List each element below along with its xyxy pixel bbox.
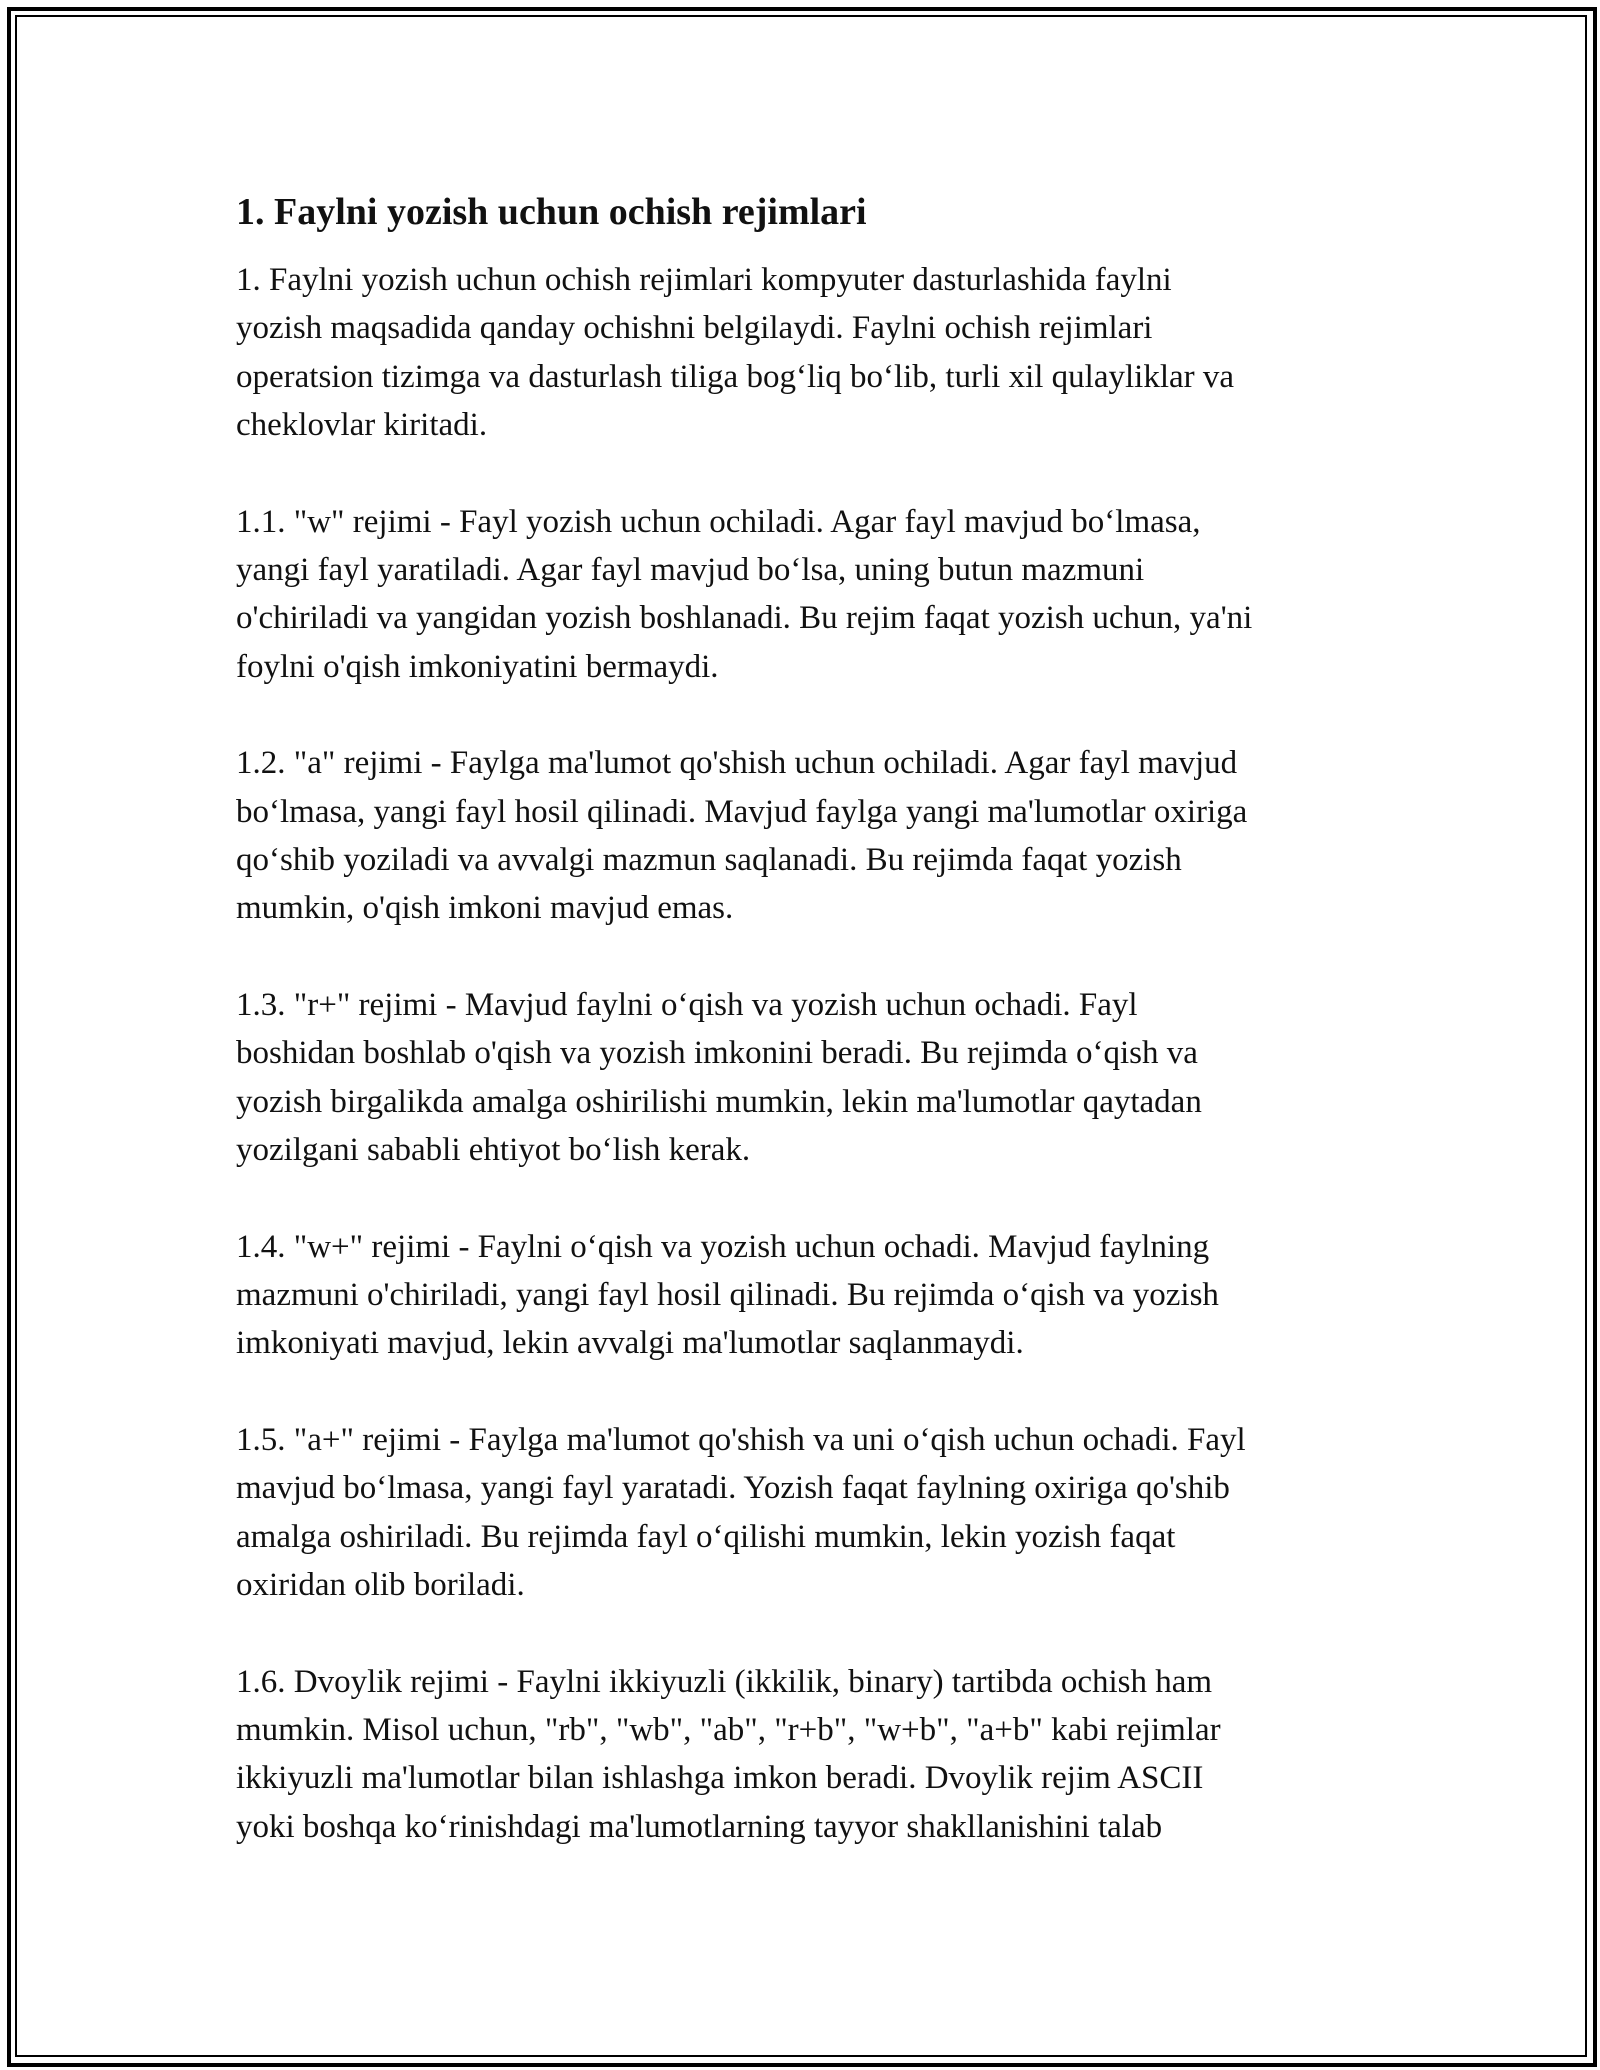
text-line: 1.1. "w" rejimi - Fayl yozish uchun ochiladi. Agar fayl mavjud bo‘lmasa, — [236, 503, 1201, 540]
text-line: foylni o'qish imkoniyatini bermaydi. — [236, 648, 719, 685]
text-line: amalga oshiriladi. Bu rejimda fayl o‘qilishi mumkin, lekin yozish faqat — [236, 1518, 1176, 1555]
text-line: yoki boshqa ko‘rinishdagi ma'lumotlarning tayyor shakllanishini talab — [236, 1808, 1163, 1845]
text-line: oxiridan olib boriladi. — [236, 1567, 525, 1604]
text-line: imkoniyati mavjud, lekin avvalgi ma'lumotlar saqlanmaydi. — [236, 1325, 1024, 1362]
paragraph-w-plus-mode — [236, 1223, 1386, 1368]
paragraph-r-plus-mode — [236, 981, 1386, 1174]
text-line: qo‘shib yoziladi va avvalgi mazmun saqlanadi. Bu rejimda faqat yozish — [236, 841, 1182, 878]
text-line: mazmuni o'chiriladi, yangi fayl hosil qilinadi. Bu rejimda o‘qish va yozish — [236, 1277, 1219, 1314]
text-line: yozilgani sababli ehtiyot bo‘lish kerak. — [236, 1131, 751, 1168]
text-line: 1.5. "a+" rejimi - Faylga ma'lumot qo'shish va uni o‘qish uchun ochadi. Fayl — [236, 1422, 1246, 1459]
text-line: 1.6. Dvoylik rejimi - Faylni ikkiyuzli (ikkilik, binary) tartibda ochish ham — [236, 1663, 1213, 1700]
text-line: ikkiyuzli ma'lumotlar bilan ishlashga imkon beradi. Dvoylik rejim ASCII — [236, 1760, 1204, 1797]
text-line: yozish birgalikda amalga oshirilishi mumkin, lekin ma'lumotlar qaytadan — [236, 1083, 1202, 1120]
text-line: mumkin. Misol uchun, "rb", "wb", "ab", "r+b", "w+b", "a+b" kabi rejimlar — [236, 1712, 1221, 1749]
text-line: o'chiriladi va yangidan yozish boshlanadi. Bu rejim faqat yozish uchun, ya'ni — [236, 600, 1253, 637]
text-line: 1.3. "r+" rejimi - Mavjud faylni o‘qish va yozish uchun ochadi. Fayl — [236, 987, 1138, 1024]
document-body — [236, 186, 1386, 1900]
text-line: mumkin, o'qish imkoni mavjud emas. — [236, 890, 734, 927]
section-heading: 1. Faylni yozish uchun ochish rejimlari — [236, 191, 867, 233]
text-line: 1.2. "a" rejimi - Faylga ma'lumot qo'shish uchun ochiladi. Agar fayl mavjud — [236, 745, 1238, 782]
text-line: cheklovlar kiritadi. — [236, 406, 488, 443]
text-line: yozish maqsadida qanday ochishni belgilaydi. Faylni ochish rejimlari — [236, 310, 1153, 347]
paragraph-w-mode — [236, 498, 1386, 691]
text-line: yangi fayl yaratiladi. Agar fayl mavjud bo‘lsa, uning butun mazmuni — [236, 551, 1145, 588]
text-line: 1.4. "w+" rejimi - Faylni o‘qish va yozish uchun ochadi. Mavjud faylning — [236, 1228, 1210, 1265]
text-line: bo‘lmasa, yangi fayl hosil qilinadi. Mavjud faylga yangi ma'lumotlar oxiriga — [236, 793, 1248, 830]
text-line: boshidan boshlab o'qish va yozish imkonini beradi. Bu rejimda o‘qish va — [236, 1035, 1198, 1072]
text-line: mavjud bo‘lmasa, yangi fayl yaratadi. Yozish faqat faylning oxiriga qo'shib — [236, 1470, 1230, 1507]
paragraph-a-mode — [236, 739, 1386, 932]
paragraph-intro — [236, 256, 1386, 449]
text-line: 1. Faylni yozish uchun ochish rejimlari kompyuter dasturlashida faylni — [236, 262, 1172, 298]
text-line: operatsion tizimga va dasturlash tiliga bog‘liq bo‘lib, turli xil qulayliklar va — [236, 358, 1235, 395]
paragraph-a-plus-mode — [236, 1416, 1386, 1609]
paragraph-binary-mode — [236, 1658, 1386, 1851]
